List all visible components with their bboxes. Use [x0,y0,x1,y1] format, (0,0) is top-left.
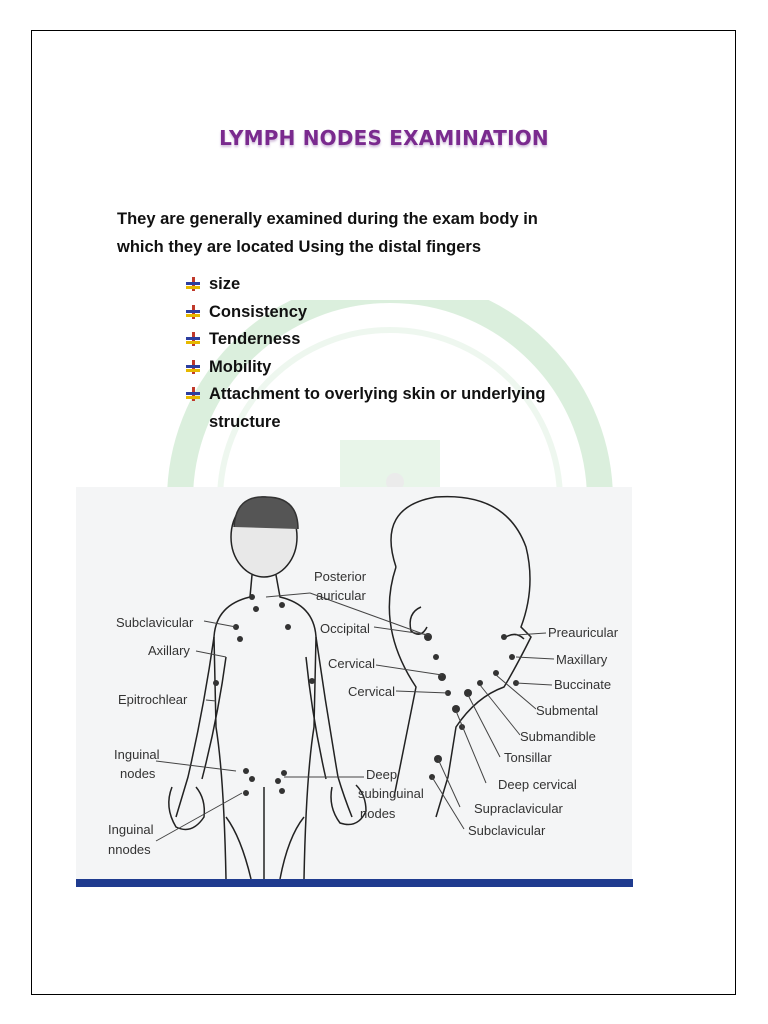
arrow-bullet-icon [185,276,201,292]
list-item-label: Mobility [209,357,272,376]
list-item [185,354,605,382]
list-item-label: Consistency [209,302,308,321]
label-posterior-line1: Posterior [314,569,367,584]
label-inguinal-nnodes-line2: nnodes [108,842,151,857]
label-subclavicular-right: Subclavicular [468,823,546,838]
label-deep-line1: Deep [366,767,398,782]
examination-criteria-list [185,271,605,436]
label-subclavicular-left: Subclavicular [116,615,194,630]
label-deep-cervical: Deep cervical [498,777,577,792]
label-occipital: Occipital [320,621,370,636]
arrow-bullet-icon [185,359,201,375]
list-item [185,271,605,299]
page-title: LYMPH NODES EXAMINATION [219,126,549,150]
intro-paragraph [117,205,607,261]
label-maxillary: Maxillary [556,652,608,667]
list-item [185,381,605,409]
list-item-label: structure [209,412,281,431]
list-item-label: size [209,275,241,293]
lymph-node-illustration [76,487,632,879]
label-submental: Submental [536,703,599,718]
arrow-bullet-icon [185,331,201,347]
label-deep-line3: nodes [360,806,396,821]
list-item-continuation [185,409,605,437]
footer-divider-bar [76,879,633,887]
label-inguinal-nodes-line1: Inguinal [114,747,160,762]
label-inguinal-nodes-line2: nodes [120,766,156,781]
list-item [185,299,605,327]
arrow-bullet-icon [185,386,201,402]
label-cervical-2: Cervical [348,684,395,699]
label-inguinal-nnodes-line1: Inguinal [108,822,154,837]
list-item-label: Tenderness [209,330,301,348]
arrow-bullet-icon [185,304,201,320]
list-item [185,326,605,354]
label-submandible: Submandible [520,729,596,744]
intro-line-1: They are generally examined during the exam body in [117,210,538,228]
lymph-node-diagram [76,487,632,879]
label-supraclavicular: Supraclavicular [474,801,563,816]
list-item-label: Attachment to overlying skin or underlying [209,385,546,403]
intro-line-2: which they are located Using the distal fingers [117,238,481,256]
label-tonsillar: Tonsillar [504,750,552,765]
label-buccinate: Buccinate [554,677,612,692]
label-preauricular: Preauricular [548,625,619,640]
label-posterior-line2: auricular [316,588,366,603]
label-cervical-1: Cervical [328,656,375,671]
label-epitrochlear: Epitrochlear [118,692,188,707]
label-axillary: Axillary [148,643,190,658]
label-deep-line2: subinguinal [358,786,424,801]
